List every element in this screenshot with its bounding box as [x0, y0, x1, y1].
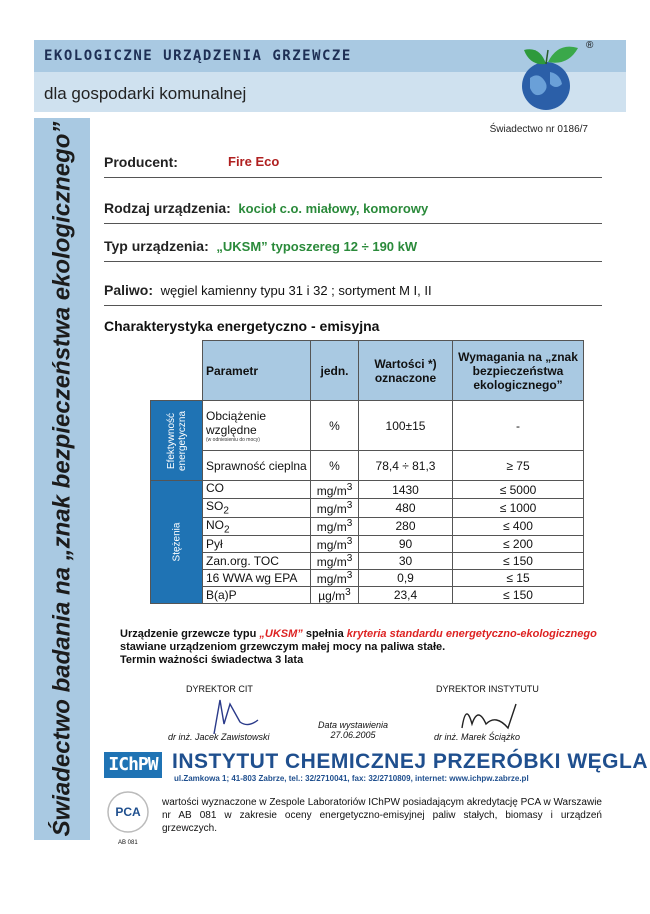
param-load-label: Obciążenie względne — [206, 408, 267, 437]
model-value: „UKSM” typoszereg 12 ÷ 190 kW — [216, 239, 418, 254]
param-name: 16 WWA wg EPA — [206, 571, 298, 586]
table-row — [151, 536, 584, 553]
left-signatory-title: DYREKTOR CIT — [186, 684, 253, 694]
unit: µg/m — [318, 589, 346, 604]
req-load: - — [453, 401, 584, 451]
left-signatory-name: dr inż. Jacek Zawistowski — [168, 732, 270, 742]
emission-table — [150, 340, 584, 604]
table-row — [151, 587, 584, 604]
note-part2: spełnia — [302, 628, 347, 640]
value: 280 — [359, 517, 453, 535]
param-name: B(a)P — [206, 588, 237, 603]
producer-row — [104, 154, 602, 178]
producer-value: Fire Eco — [228, 154, 280, 169]
param-sub: 2 — [224, 524, 230, 536]
table-row — [151, 499, 584, 517]
device-type-row — [104, 200, 602, 224]
value: 90 — [359, 536, 453, 553]
table-row — [151, 517, 584, 535]
value: 1430 — [359, 481, 453, 499]
requirement: ≤ 1000 — [453, 499, 584, 517]
param-efficiency: Sprawność cieplna — [203, 451, 311, 481]
group-energy-efficiency-label: Efektywność energetyczna — [165, 410, 188, 471]
fuel-row — [104, 282, 602, 306]
table-row — [151, 481, 584, 499]
param-name: SO — [206, 499, 224, 514]
accreditation-text: wartości wyznaczone w Zespole Laboratoriów IChPW posiadającym akredytację PCA w Warszawie nr AB 081 w zakresie oceny energetyczno-emisyjnej paliw stałych, biomasy i urządzeń grzewczych. — [162, 797, 602, 834]
sidebar-caption-text: Świadectwo badania na „znak bezpieczeństwa ekologicznego” — [48, 121, 75, 837]
right-signatory-title: DYREKTOR INSTYTUTU — [436, 684, 539, 694]
unit-efficiency: % — [311, 451, 359, 481]
param-load-note: (w odniesieniu do mocy) — [206, 436, 260, 443]
value: 30 — [359, 553, 453, 570]
unit: mg/m — [316, 483, 347, 498]
value: 480 — [359, 499, 453, 517]
header-unit: jedn. — [311, 341, 359, 401]
eco-globe-logo-icon — [510, 38, 590, 118]
institute-name: INSTYTUT CHEMICZNEJ PRZERÓBKI WĘGLA — [172, 750, 649, 773]
unit: mg/m — [316, 520, 347, 535]
requirement: ≤ 200 — [453, 536, 584, 553]
pca-accreditation-logo-icon — [106, 790, 150, 834]
req-efficiency: ≥ 75 — [453, 451, 584, 481]
requirement: ≤ 400 — [453, 517, 584, 535]
unit: mg/m — [316, 572, 347, 587]
requirement: ≤ 15 — [453, 570, 584, 587]
note-validity: Termin ważności świadectwa 3 lata — [120, 654, 304, 666]
note-model: „UKSM” — [259, 628, 303, 640]
requirement: ≤ 150 — [453, 587, 584, 604]
institute-address: ul.Zamkowa 1; 41-803 Zabrze, tel.: 32/2710041, fax: 32/2710809, internet: www.ichpw.zabrze.pl — [174, 774, 529, 783]
certificate-number: Świadectwo nr 0186/7 — [489, 124, 588, 135]
unit: mg/m — [316, 555, 347, 570]
device-type-value: kocioł c.o. miałowy, komorowy — [238, 201, 429, 216]
param-name: CO — [206, 481, 224, 495]
model-row — [104, 238, 602, 262]
unit-sup: 3 — [346, 481, 353, 493]
conformity-note — [120, 628, 600, 667]
producer-label: Producent: — [104, 154, 178, 170]
unit-sup: 3 — [345, 587, 351, 599]
header-subtitle: dla gospodarki komunalnej — [44, 84, 247, 103]
fuel-value: węgiel kamienny typu 31 i 32 ; sortyment M I, II — [160, 283, 432, 298]
unit-load: % — [311, 401, 359, 451]
unit: mg/m — [316, 502, 347, 517]
param-name: Pył — [206, 537, 223, 552]
requirement: ≤ 5000 — [453, 481, 584, 499]
value: 0,9 — [359, 570, 453, 587]
unit-sup: 3 — [346, 570, 353, 582]
institute-logo: IChPW — [104, 752, 162, 778]
header-requirements: Wymagania na „znak bezpieczeństwa ekologicznego” — [453, 341, 584, 401]
model-label: Typ urządzenia: — [104, 238, 209, 254]
group-concentrations — [151, 481, 203, 604]
group-concentrations-label: Stężenia — [171, 522, 182, 562]
sidebar-caption — [34, 118, 90, 840]
header-title: EKOLOGICZNE URZĄDZENIA GRZEWCZE — [44, 48, 352, 64]
value-efficiency: 78,4 ÷ 81,3 — [359, 451, 453, 481]
value: 23,4 — [359, 587, 453, 604]
issue-date — [318, 720, 388, 740]
issue-date-value: 27.06.2005 — [330, 730, 376, 740]
param-name: NO — [206, 517, 224, 532]
value-load: 100±15 — [359, 401, 453, 451]
right-signatory-name: dr inż. Marek Ściążko — [434, 732, 521, 742]
table-row — [151, 570, 584, 587]
header-parametr: Parametr — [203, 341, 311, 401]
unit-sup: 3 — [346, 536, 353, 548]
requirement: ≤ 150 — [453, 553, 584, 570]
section-title: Charakterystyka energetyczno - emisyjna — [104, 318, 380, 334]
registered-mark: ® — [586, 40, 594, 51]
note-part3: stawiane urządzeniom grzewczym małej mocy na paliwa stałe. — [120, 641, 446, 653]
unit: mg/m — [316, 538, 347, 553]
table-row — [151, 553, 584, 570]
issue-date-label: Data wystawienia — [318, 720, 389, 730]
pca-logo-text: PCA — [115, 805, 141, 819]
param-sub: 2 — [223, 505, 229, 517]
group-energy-efficiency — [151, 401, 203, 481]
unit-sup: 3 — [346, 553, 353, 565]
note-criteria: kryteria standardu energetyczno-ekologicznego — [346, 628, 597, 640]
accreditation-number: AB 081 — [118, 840, 138, 846]
header-values: Wartości *) oznaczone — [359, 341, 453, 401]
param-name: Zan.org. TOC — [206, 554, 279, 569]
param-load — [203, 401, 311, 451]
unit-sup: 3 — [346, 518, 353, 530]
fuel-label: Paliwo: — [104, 282, 154, 298]
note-part1: Urządzenie grzewcze typu — [120, 628, 260, 640]
unit-sup: 3 — [346, 500, 353, 512]
device-type-label: Rodzaj urządzenia: — [104, 200, 231, 216]
